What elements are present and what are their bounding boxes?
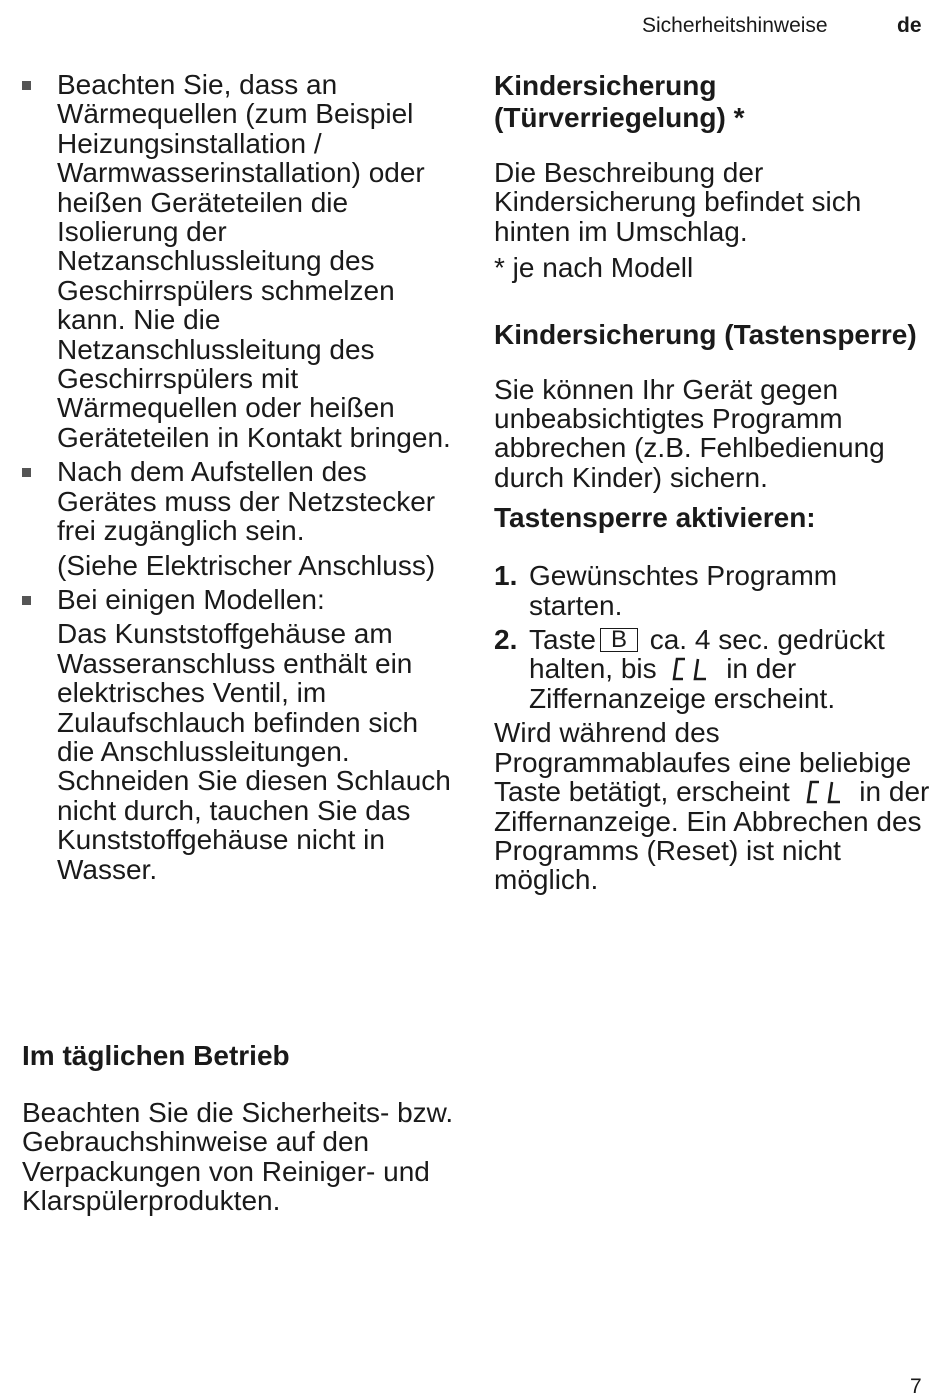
after-text-post: in der Ziffernanzeige. Ein Abbrechen des Programms (Reset) ist nicht möglich. <box>494 776 930 896</box>
door-lock-heading: Kindersicherung (Türverriegelung) * <box>494 70 745 133</box>
bullet-continuation: Das Kunststoffgehäuse am Wasseranschluss enthält ein elektrisches Ventil, im Zulaufschlauch befinden sich die Anschlussleitungen. Schneiden Sie diesen Schlauch nicht durch, tauchen Sie das Kunststoffgehäuse nicht in Wasser. <box>57 618 451 885</box>
page-number: 7 <box>910 1375 922 1398</box>
daily-operation-heading: Im täglichen Betrieb <box>22 1040 290 1071</box>
bullet-text: Beachten Sie, dass an Wärmequellen (zum Beispiel Heizungsinstallation / Warmwasserinstallation) oder heißen Geräteteilen die Isolierung der Netzanschlussleitung des Geschirrspülers schmelzen kann. Nie die Netzanschlussleitung des Geschirrspülers mit Wärmequellen oder heißen Geräteteilen in Kontakt bringen. <box>57 69 451 453</box>
step-1 <box>494 561 934 620</box>
square-bullet-icon <box>22 596 31 605</box>
cl-display-icon <box>806 779 844 805</box>
safety-bullet-2 <box>22 457 462 580</box>
key-lock-after-text <box>494 718 934 894</box>
model-note: * je nach Modell <box>494 252 694 284</box>
key-lock-subheading: Tastensperre aktivieren: <box>494 502 816 534</box>
key-lock-text: Sie können Ihr Gerät gegen unbeabsichtigtes Programm abbrechen (z.B. Fehlbedienung durch Kinder) sichern. <box>494 373 885 493</box>
square-bullet-icon <box>22 468 31 477</box>
safety-bullet-1 <box>22 70 462 452</box>
step-text: Gewünschtes Programm starten. <box>529 560 838 621</box>
bullet-text: Bei einigen Modellen: <box>57 583 325 615</box>
step-text-pre: Taste <box>529 624 596 656</box>
header-section-title: Sicherheitshinweise <box>642 14 828 37</box>
square-bullet-icon <box>22 81 31 90</box>
key-b-symbol: B <box>600 628 638 652</box>
safety-bullet-3 <box>22 585 462 884</box>
step-2 <box>494 625 934 713</box>
step-text-mid: ca. 4 sec. gedrückt halten, bis <box>529 624 885 685</box>
step-number: 1. <box>494 560 518 592</box>
bullet-text: Nach dem Aufstellen des Gerätes muss der Netzstecker frei zugänglich sein. <box>57 456 436 547</box>
left-column <box>22 70 462 884</box>
step-number: 2. <box>494 624 518 656</box>
right-column <box>494 70 934 895</box>
bullet-continuation: (Siehe Elektrischer Anschluss) <box>57 549 436 581</box>
step-text-post: in der Ziffernanzeige erscheint. <box>529 653 836 714</box>
header-language: de <box>897 14 922 37</box>
daily-operation-section <box>22 1040 462 1216</box>
cl-display-icon <box>672 656 710 682</box>
after-text-pre: Wird während des Programmablaufes eine beliebige Taste betätigt, erscheint <box>494 717 912 808</box>
daily-operation-text: Beachten Sie die Sicherheits- bzw. Gebrauchshinweise auf den Verpackungen von Reiniger- und Klarspülerprodukten. <box>22 1097 454 1217</box>
key-lock-heading: Kindersicherung (Tastensperre) <box>494 318 917 350</box>
door-lock-text: Die Beschreibung der Kindersicherung befindet sich hinten im Umschlag. <box>494 157 862 247</box>
